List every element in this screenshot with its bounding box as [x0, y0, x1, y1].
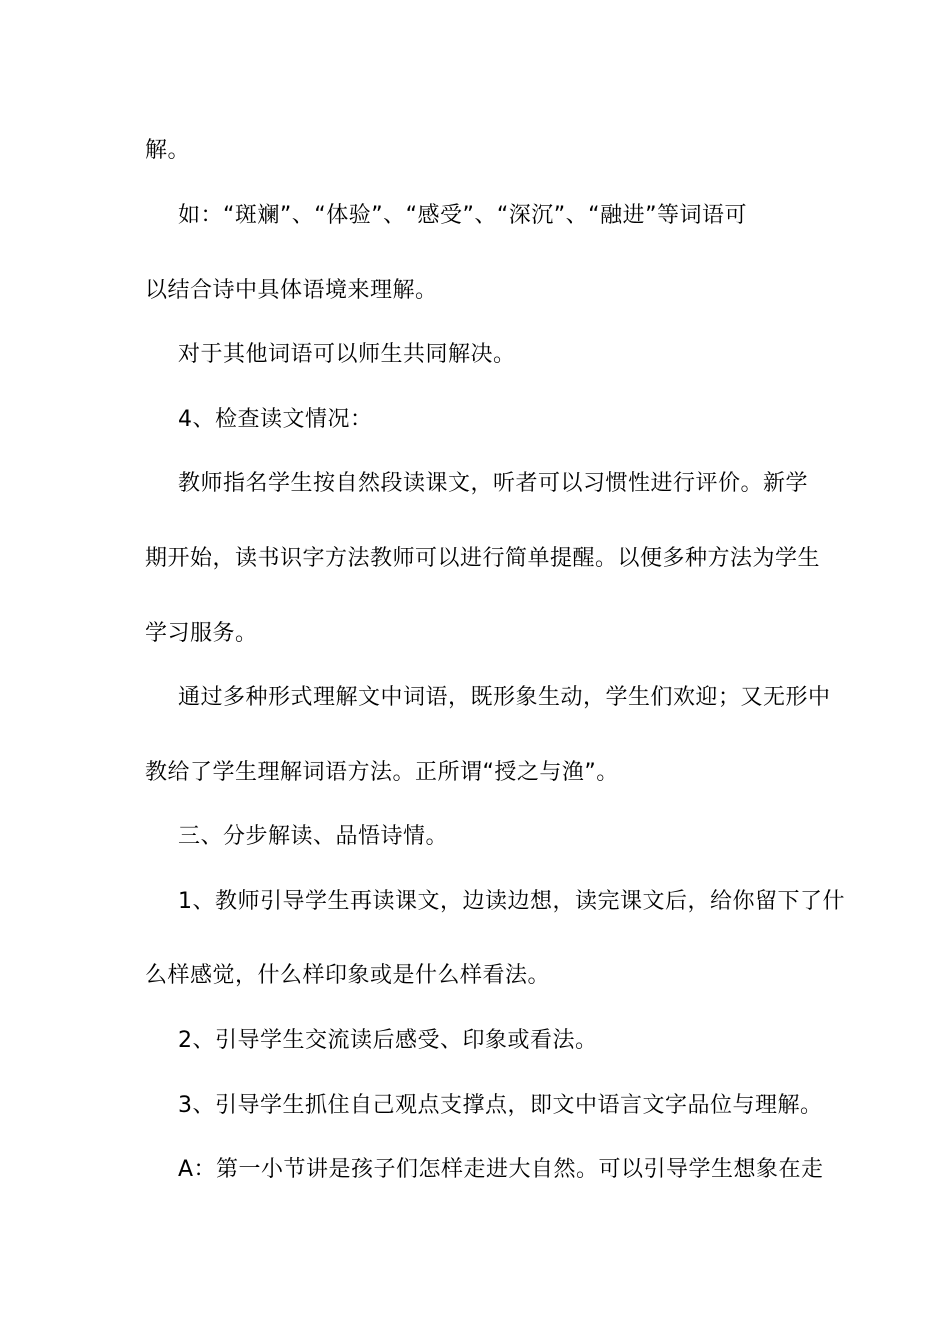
text-line-1: 解。	[145, 138, 191, 163]
text-line-6: 教师指名学生按自然段读课文，听者可以习惯性进行评价。新学	[178, 471, 809, 496]
text-line-14: 2、引导学生交流读后感受、印象或看法。	[178, 1028, 598, 1053]
text-line-5: 4、检查读文情况：	[178, 407, 373, 432]
text-line-8: 学习服务。	[145, 621, 258, 646]
text-line-11: 三、分步解读、品悟诗情。	[178, 824, 449, 849]
text-line-13: 么样感觉，什么样印象或是什么样看法。	[145, 963, 551, 988]
text-line-9: 通过多种形式理解文中词语，既形象生动，学生们欢迎；又无形中	[178, 685, 831, 710]
text-line-4: 对于其他词语可以师生共同解决。	[178, 342, 516, 367]
text-line-16: A：第一小节讲是孩子们怎样走进大自然。可以引导学生想象在走	[178, 1157, 824, 1182]
text-line-12: 1、教师引导学生再读课文，边读边想，读完课文后，给你留下了什	[178, 889, 845, 914]
text-line-15: 3、引导学生抓住自己观点支撑点，即文中语言文字品位与理解。	[178, 1093, 823, 1118]
text-line-3: 以结合诗中具体语境来理解。	[145, 278, 438, 303]
text-line-10: 教给了学生理解词语方法。正所谓“授之与渔”。	[145, 760, 619, 785]
text-line-2: 如：“斑斓”、“体验”、“感受”、“深沉”、“融进”等词语可	[178, 203, 747, 228]
text-line-7: 期开始，读书识字方法教师可以进行简单提醒。以便多种方法为学生	[145, 546, 821, 571]
